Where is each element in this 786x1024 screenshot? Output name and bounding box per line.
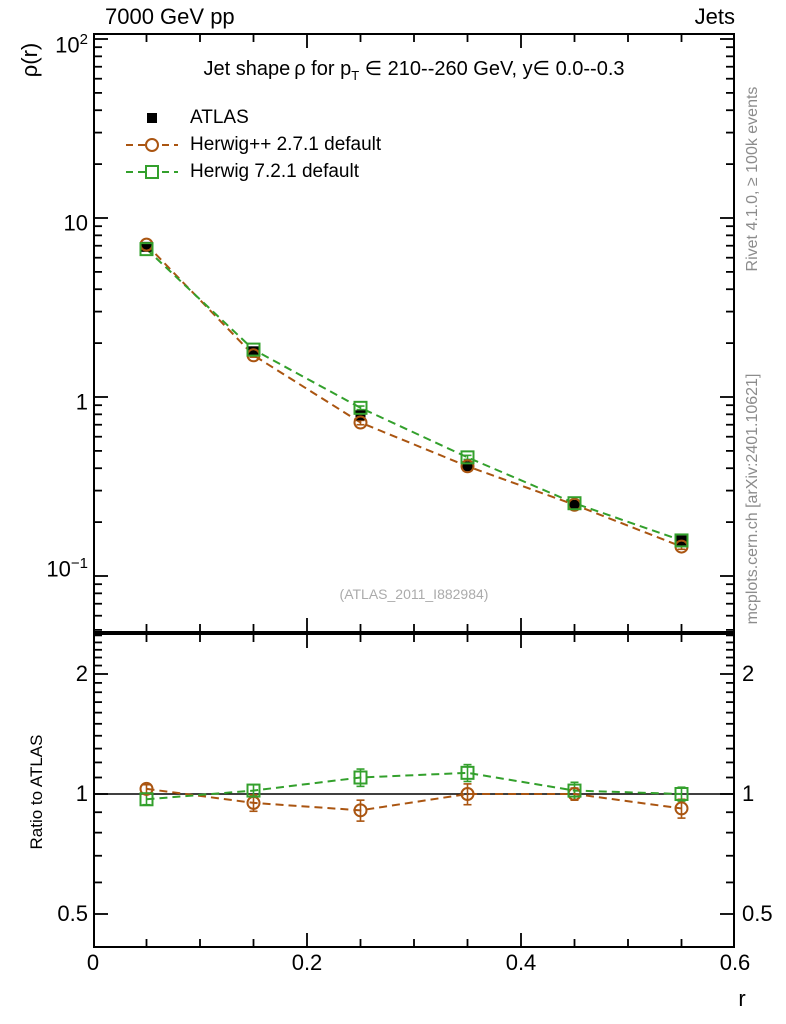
xtick-0p2: 0.2: [291, 950, 323, 975]
legend-item-atlas: [126, 104, 381, 131]
main-ytick-100: $10^2$: [55, 31, 88, 58]
ratio-ytick-2-right: 2: [742, 661, 755, 686]
legend: [126, 104, 381, 185]
xtick-0: 0: [86, 950, 100, 975]
ratio-ytick-2-left: 2: [75, 661, 88, 686]
main-ytick-0p1: $10^{-1}$: [46, 555, 88, 582]
analysis-id-watermark: (ATLAS_2011_I882984): [339, 586, 489, 602]
main-y-axis-title: ρ(r): [17, 42, 42, 78]
mcplots-arxiv-note: mcplots.cern.ch [arXiv:2401.10621]: [744, 373, 761, 625]
rivet-version-note: Rivet 4.1.0, ≥ 100k events: [744, 86, 761, 272]
ratio-ytick-1-left: 1: [75, 781, 88, 806]
legend-item-herwig7: [126, 158, 381, 185]
ratio-ytick-1-right: 1: [742, 781, 755, 806]
xtick-0p4: 0.4: [505, 950, 537, 975]
x-axis-title: r: [738, 986, 746, 1011]
filled-square-icon: [126, 108, 178, 128]
open-square-icon: [126, 162, 178, 182]
ratio-y-axis-title: Ratio to ATLAS: [27, 734, 46, 850]
ratio-ytick-0p5-right: 0.5: [742, 901, 773, 926]
ratio-plot: [93, 633, 735, 948]
open-circle-icon: [126, 135, 178, 155]
legend-label: Herwig++ 2.7.1 default: [190, 133, 382, 155]
ratio-ytick-0p5-left: 0.5: [57, 901, 88, 926]
xtick-0p6: 0.6: [719, 950, 751, 975]
analysis-type-label: Jets: [694, 4, 735, 29]
legend-item-herwigpp: [126, 131, 381, 158]
main-ytick-1: 1: [75, 389, 88, 415]
beam-energy-label: 7000 GeV pp: [105, 4, 235, 29]
plot-title: Jet shape ρ for $p_T$ ∈ 210--260 GeV, y∈ 0.0--0.3: [203, 58, 625, 83]
legend-label: Herwig 7.2.1 default: [190, 160, 359, 182]
legend-label: ATLAS: [190, 106, 249, 128]
main-ytick-10: 10: [63, 210, 88, 236]
